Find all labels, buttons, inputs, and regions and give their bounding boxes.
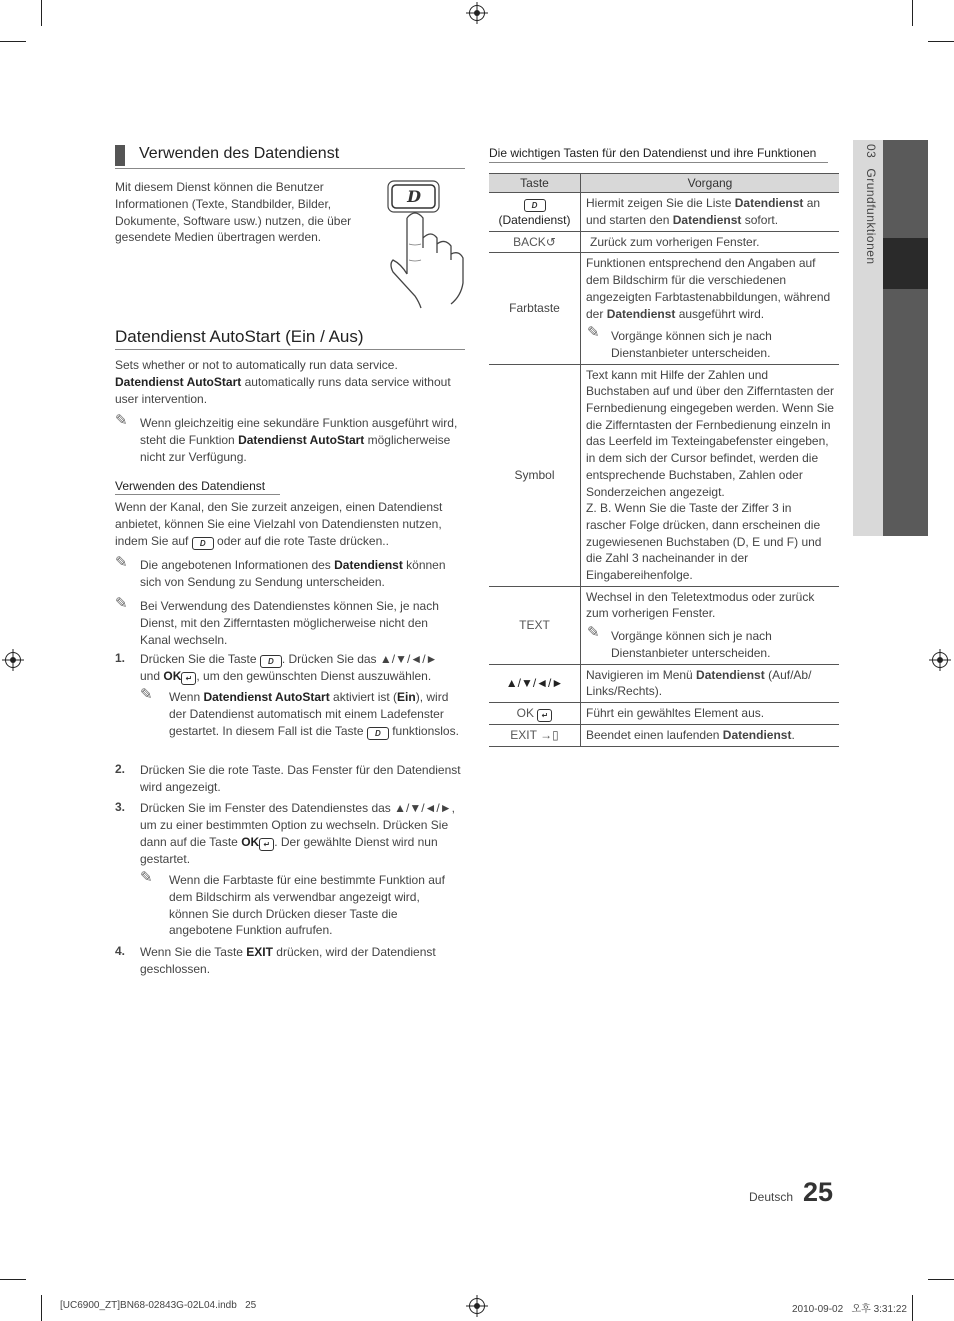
table-header-key: Taste: [489, 174, 581, 193]
step3-text: Drücken Sie im Fenster des Datendienstes das ▲/▼/◄/►, um zu einer bestimmten Option zu wechseln. Drücken Sie dann auf die Taste OK ↵ . Der gewählte Dienst wird nun gestartet.: [140, 801, 455, 866]
table-header-row: [489, 174, 839, 193]
table-row: BACK↺ Zurück zum vorherigen Fenster.: [489, 231, 839, 253]
section-marker: [115, 145, 125, 166]
section2-title: Datendienst AutoStart (Ein / Aus): [115, 327, 364, 346]
hand-press-d-button-icon: [385, 178, 467, 310]
section2-text: Sets whether or not to automatically run data service. Datendienst AutoStart automatically runs data service without user intervention.: [115, 358, 451, 406]
registration-mark-icon: [469, 1298, 485, 1314]
pencil-note-icon: ✎: [587, 324, 600, 342]
enter-icon: ↵: [537, 709, 552, 722]
side-tab-number: 03: [864, 144, 878, 159]
table-row: OK ↵ Führt ein gewähltes Element aus.: [489, 702, 839, 724]
step-number: 4.: [115, 944, 126, 958]
side-tab-active: [883, 238, 928, 289]
footer-file-info: [UC6900_ZT]BN68-02843G-02L04.indb 25: [60, 1300, 257, 1311]
crop-mark: [928, 41, 954, 42]
crop-mark: [0, 1279, 26, 1280]
table-title: Die wichtigen Tasten für den Datendienst und ihre Funktionen: [489, 146, 817, 160]
key-function-table: [489, 173, 839, 747]
section2-rule: [115, 349, 465, 350]
back-arrow-icon: ↺: [545, 234, 556, 249]
table-row: ▲/▼/◄/► Navigieren im Menü Datendienst (Auf/Ab/ Links/Rechts).: [489, 664, 839, 702]
crop-mark: [912, 1295, 913, 1321]
section1-text: Mit diesem Dienst können die Benutzer Informationen (Texte, Standbilder, Bilder, Dokumente, Software usw.) nutzen, die über gesendete Medien übertragen werden.: [115, 180, 352, 245]
note3-text: Bei Verwendung des Datendienstes können Sie, je nach Dienst, mit den Zifferntasten möglicherweise nicht den Kanal wechseln.: [140, 599, 439, 647]
row1-key-sub: (Datendienst): [498, 213, 571, 227]
pencil-note-icon: ✎: [115, 554, 128, 571]
table-row: Farbtaste Funktionen entsprechend den Angaben auf dem Bildschirm für die verschiedenen angezeigten Farbtastenabbildungen, während der Datendienst ausgeführt wird. ✎ Vorgänge können sich je nach Dienstanbieter unterscheiden.: [489, 253, 839, 364]
crop-mark: [928, 1279, 954, 1280]
crop-mark: [41, 1295, 42, 1321]
table-row: D (Datendienst) Hiermit zeigen Sie die Liste Datendienst an und starten den Datendienst sofort.: [489, 193, 839, 232]
step2-text: Drücken Sie die rote Taste. Das Fenster für den Datendienst wird angezeigt.: [140, 763, 461, 794]
side-tab-dark: [883, 140, 928, 536]
hand-key-label: D: [407, 187, 421, 206]
note1-text: Wenn gleichzeitig eine sekundäre Funktion ausgeführt wird, steht die Funktion Datendienst AutoStart möglicherweise nicht zur Verfügung.: [140, 416, 458, 464]
crop-mark: [0, 41, 26, 42]
step1-note: Wenn Datendienst AutoStart aktiviert ist (Ein), wird der Datendienst automatisch mit einem Ladefenster gestartet. In diesem Fall ist die Taste D funktionslos.: [169, 690, 459, 738]
step-number: 2.: [115, 762, 126, 776]
side-tab-text: Grundfunktionen: [864, 168, 878, 265]
d-key-icon: D: [367, 727, 389, 740]
pencil-note-icon: ✎: [140, 869, 153, 886]
page-number: 25: [803, 1177, 834, 1207]
step3-note: Wenn die Farbtaste für eine bestimmte Funktion auf dem Bildschirm als verwendbar angezeigt wird, können Sie durch Drücken dieser Taste die angebotene Funktion aufrufen.: [169, 873, 445, 938]
pencil-note-icon: ✎: [115, 412, 128, 429]
subsection-rule: [115, 494, 280, 495]
pencil-note-icon: ✎: [115, 595, 128, 612]
side-tab-label: [858, 144, 878, 324]
table-title-rule: [489, 162, 828, 163]
table-row: EXIT →▯ Beendet einen laufenden Datendienst.: [489, 724, 839, 746]
step-number: 3.: [115, 800, 126, 814]
footer-language: Deutsch: [749, 1190, 794, 1204]
table-row: TEXT Wechsel in den Teletextmodus oder zurück zum vorherigen Fenster. ✎ Vorgänge können sich je nach Dienstanbieter unterscheiden.: [489, 586, 839, 664]
crop-mark: [912, 0, 913, 26]
enter-icon: ↵: [259, 838, 274, 851]
pencil-note-icon: ✎: [140, 686, 153, 703]
registration-mark-icon: [5, 652, 21, 668]
registration-mark-icon: [932, 652, 948, 668]
registration-mark-icon: [469, 5, 485, 21]
subsection-title: Verwenden des Datendienst: [115, 479, 266, 493]
note2-text: Die angebotenen Informationen des Datendienst können sich von Sendung zu Sendung unterscheiden.: [140, 558, 446, 589]
step4-text: Wenn Sie die Taste EXIT drücken, wird der Datendienst geschlossen.: [140, 945, 436, 976]
pencil-note-icon: ✎: [587, 624, 600, 642]
table-header-action: Vorgang: [581, 174, 840, 193]
d-key-icon: D: [524, 199, 546, 212]
exit-icon: →▯: [540, 727, 559, 742]
section1-title: Verwenden des Datendienst: [139, 145, 340, 162]
footer-print-date: 2010-09-02 오후 3:31:22: [792, 1304, 907, 1315]
d-key-icon: D: [260, 655, 282, 668]
table-row: Symbol Text kann mit Hilfe der Zahlen und Buchstaben auf und über den Zifferntasten der Fernbedienung eingegeben werden. Wenn Sie die Zifferntasten der Fernbedienung einzeln in das Leerfeld im Texteingabefenster eingeben, in dem sich der Cursor befindet, werden die entsprechende Buchstaben, Zahlen oder Sonderzeichen angezeigt. Z. B. Wenn Sie die Taste der Ziffer 3 in rascher Folge drücken, dann erscheinen die zugewiesenen Buchstaben (D, E und F) und die Zahl 3 nacheinander in der Eingabereihenfolge.: [489, 364, 839, 586]
enter-icon: ↵: [181, 672, 196, 685]
step1-text: Drücken Sie die Taste D . Drücken Sie das ▲/▼/◄/► und OK ↵ , um den gewünschten Dienst auszuwählen.: [140, 652, 438, 683]
crop-mark: [41, 0, 42, 26]
step-number: 1.: [115, 651, 126, 665]
subsection-text: Wenn der Kanal, den Sie zurzeit anzeigen, einen Datendienst anbietet, können Sie eine Vielzahl von Datendiensten nutzen, indem Sie auf D oder auf die rote Taste drücken..: [115, 500, 443, 548]
section1-rule: [115, 168, 465, 169]
d-key-icon: D: [192, 537, 214, 550]
